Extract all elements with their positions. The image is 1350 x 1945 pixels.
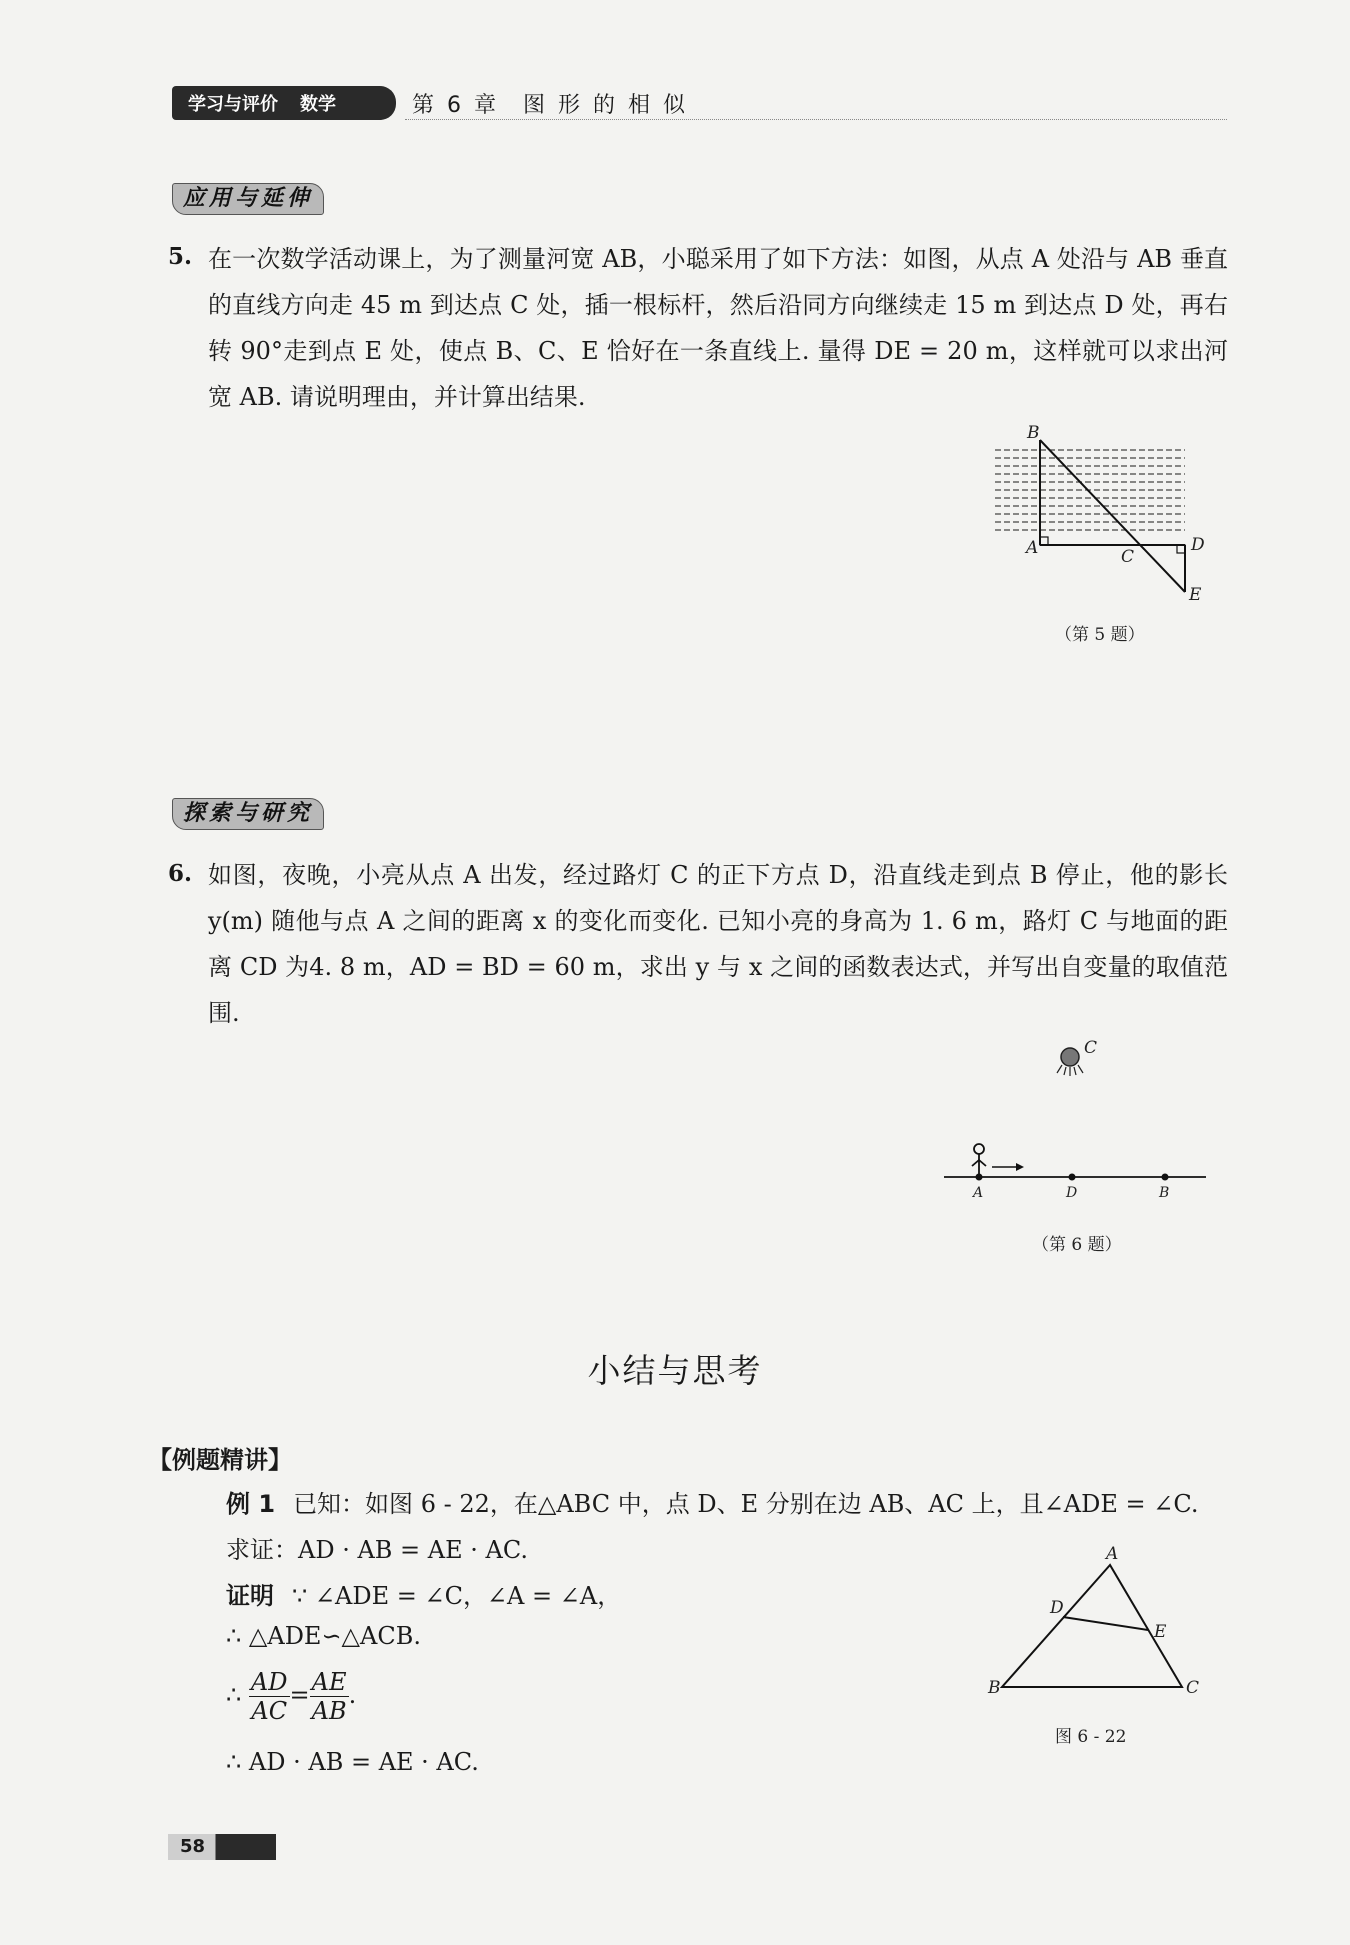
fraction-ae-ab <box>310 1668 349 1725</box>
fraction-1-denominator: AC <box>251 1697 288 1725</box>
label-lamp-C: C <box>1084 1038 1098 1058</box>
fraction-equals: = <box>289 1681 310 1709</box>
fraction-1-numerator: AD <box>250 1668 288 1696</box>
point-B <box>1162 1174 1169 1181</box>
segment-DE <box>1063 1617 1148 1630</box>
example-label: 例 1 <box>226 1490 276 1518</box>
header-chapter-number: 第 6 章 <box>412 93 499 118</box>
header-book-title: 学习与评价 <box>188 94 278 115</box>
tri-label-D: D <box>1050 1598 1064 1618</box>
header-badge <box>172 86 396 120</box>
fraction-period: . <box>348 1681 357 1709</box>
fraction-ad-ac <box>249 1668 290 1725</box>
label-C: C <box>1121 547 1135 567</box>
header-subject: 数学 <box>300 94 336 115</box>
proof-step-1 <box>226 1576 621 1611</box>
proof-step-2: ∴ △ADE∽△ACB. <box>226 1622 421 1650</box>
tri-label-C: C <box>1186 1678 1200 1698</box>
question-6-number: 6. <box>168 860 193 887</box>
label-B6: B <box>1159 1185 1170 1201</box>
proof-label: 证明 <box>226 1582 274 1610</box>
proof-step-1-text: ∵ ∠ADE = ∠C，∠A = ∠A， <box>292 1582 622 1610</box>
question-6-figure <box>940 1035 1220 1210</box>
arrow-right-icon <box>992 1163 1024 1171</box>
label-E: E <box>1189 585 1202 605</box>
figure-6-22-caption: 图 6 - 22 <box>1055 1727 1127 1747</box>
header-rule <box>405 119 1227 120</box>
person-icon <box>972 1144 986 1177</box>
summary-title: 小结与思考 <box>587 1351 763 1390</box>
river-hatching <box>995 450 1185 530</box>
question-6-text: 如图，夜晚，小亮从点 A 出发，经过路灯 C 的正下方点 D，沿直线走到点 B 停止，他的影长 y(m) 随他与点 A 之间的距离 x 的变化而变化. 已知小亮的身高为 1. 6 m，路灯 C 与地面的距离 CD 为4. 8 m，AD = BD = 60 m，求出 y 与 x 之间的函数表达式，并写出自变量的取值范围. <box>208 861 1228 1027</box>
question-5-caption: （第 5 题） <box>1055 625 1145 645</box>
example-heading: 【例题精讲】 <box>148 1446 292 1474</box>
triangle-figure <box>980 1545 1210 1705</box>
proof-step-3 <box>226 1668 356 1725</box>
example-given-text: 已知：如图 6 - 22，在△ABC 中，点 D、E 分别在边 AB、AC 上，且∠ADE = ∠C. <box>293 1490 1199 1518</box>
street-lamp-icon <box>1057 1048 1083 1076</box>
label-B: B <box>1027 423 1040 443</box>
example-given <box>226 1484 1199 1519</box>
header-chapter <box>412 88 702 119</box>
fraction-2-numerator: AE <box>310 1668 349 1697</box>
page-number-text: 58 <box>180 1836 206 1857</box>
question-6-caption: （第 6 题） <box>1032 1235 1122 1255</box>
tri-label-B: B <box>988 1678 1001 1698</box>
header-chapter-title: 图 形 的 相 似 <box>522 93 688 118</box>
proof-step-4: ∴ AD · AB = AE · AC. <box>226 1748 479 1776</box>
section-tag-exploration: 探索与研究 <box>172 798 324 830</box>
question-5-number: 5. <box>168 243 193 270</box>
label-D: D <box>1191 535 1205 555</box>
question-5-lines <box>1040 440 1185 592</box>
tri-label-E: E <box>1154 1622 1167 1642</box>
fraction-2-denominator: AB <box>311 1697 347 1725</box>
section-tag-application: 应用与延伸 <box>172 183 324 215</box>
label-A: A <box>1026 538 1039 558</box>
example-prove: 求证：AD · AB = AE · AC. <box>226 1536 529 1564</box>
question-5-figure <box>985 420 1235 610</box>
label-A6: A <box>973 1185 984 1201</box>
page-number <box>168 1834 276 1860</box>
point-A <box>976 1174 983 1181</box>
question-5-text: 在一次数学活动课上，为了测量河宽 AB，小聪采用了如下方法：如图，从点 A 处沿与 AB 垂直的直线方向走 45 m 到达点 C 处，插一根标杆，然后沿同方向继续走 15 m 到达点 D 处，再右转 90°走到点 E 处，使点 B、C、E 恰好在一条直线上. 量得 DE = 20 m，这样就可以求出河宽 AB. 请说明理由，并计算出结果. <box>208 245 1228 411</box>
proof-step-3-therefore: ∴ <box>226 1681 242 1709</box>
label-D6: D <box>1066 1185 1078 1201</box>
point-D <box>1069 1174 1076 1181</box>
tri-label-A: A <box>1106 1545 1119 1564</box>
